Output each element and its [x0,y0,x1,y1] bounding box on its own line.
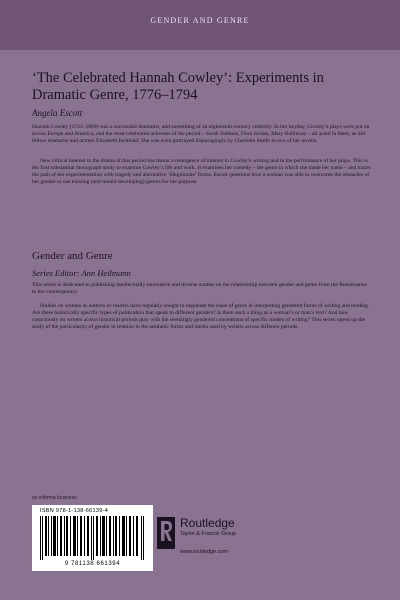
series-title: Gender and Genre [32,250,113,262]
series-editor: Series Editor: Ann Heilmann [32,268,131,278]
series-description-paragraph: This series is dedicated to publishing intellectually innovative and diverse studies on the relationship between gender and genre from the Renaissance to the contemporary. [32,282,367,296]
book-description-paragraph: Hannah Cowley (1743–1809) was a successful dramatist, and something of an eighteenth-century celebrity. In her heyday, Cowley’s plays were put on across Europe and America, and the most celebrated actresses of the period – Sarah Siddons, Dora Jordan, Mary Robinson – all acted in them, as did fellow dramatist and actress Elizabeth Inchbald. She was even portrayed disparagingly by Charlotte Smith in two of her novels. [32,124,370,145]
book-description-paragraph: New critical interest in the drama of this period has meant a resurgence of interest in Cowley’s writing and in the performance of her plays. This is the first substantial monograph study to examine Cowley’s life and work. It examines her comedy – the genre in which she made her name – and traces the path of her experimentation with tragedy and alternative ‘illegitimate’ forms. Escott questions how a woman was able to overcome the obstacles of her gender to use existing (and mould developing) genres for her purpose. [32,158,371,186]
book-author: Angela Escott [32,108,83,118]
publisher-name: Routledge [180,516,235,530]
barcode-box [32,505,153,571]
informa-tagline: an informa business [32,495,77,501]
series-header: GENDER AND GENRE [150,16,250,25]
routledge-logo-icon [157,517,175,549]
publisher-url[interactable]: www.routledge.com [180,549,228,555]
publisher-group: Taylor & Francis Group [180,531,237,537]
isbn-label: ISBN 978-1-138-66139-4 [40,508,109,514]
barcode-icon [40,516,145,560]
barcode-number: 9 781138 661394 [64,561,121,567]
header-band [0,0,400,50]
book-title: ‘The Celebrated Hannah Cowley’: Experiments in Dramatic Genre, 1776–1794 [32,70,324,103]
series-description-paragraph: Studies on women as authors or readers have regularly sought to negotiate the issue of genre in interpreting gendered forms of writing and reading. Are there historically specific types of publication that speak to different genders? Is there such a thing as a woman’s or man’s text? And how consciously do writers across historical periods play with the seemingly gendered conventions of specific modes of writing? This series opens up the study of the particularity of gender in relation to the aesthetic forms and media used by writers across different periods. [32,303,370,331]
